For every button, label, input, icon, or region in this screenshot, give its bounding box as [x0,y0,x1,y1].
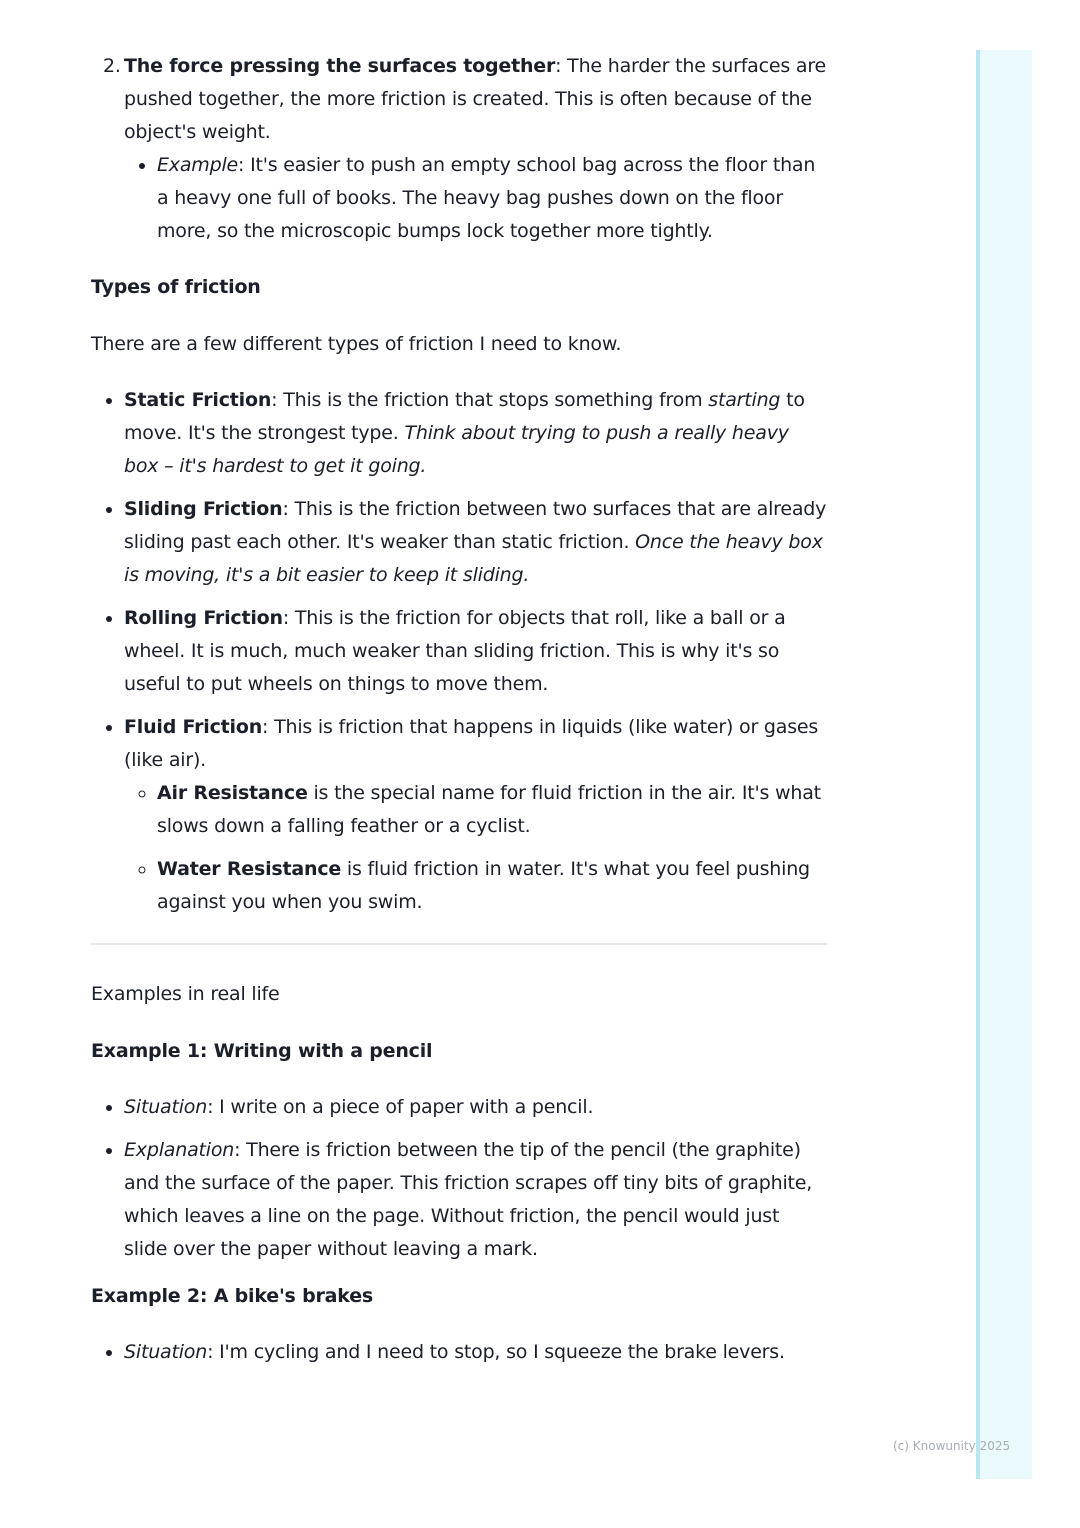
text-run: to move. It's the strongest type. [124,389,805,444]
bullet-list [91,1091,827,1266]
sub-list [124,777,827,919]
text-run: is the special name for fluid friction in the air. It's what slows down a falling feather or a cyclist. [157,782,821,837]
bullet-item [124,493,827,592]
text-run: : This is friction that happens in liquids (like water) or gases (like air). [124,716,819,771]
italic-text: Explanation [124,1139,235,1161]
text-run: : I write on a piece of paper with a pencil. [207,1096,594,1118]
text-run: : It's easier to push an empty school bag across the floor than a heavy one full of books. The heavy bag pushes down on the floor more, so the microscopic bumps lock together more tightly. [157,154,816,242]
section-heading: Types of friction [91,276,261,298]
italic-text: Example [157,154,239,176]
bullet-item [124,384,827,483]
bold-term: Rolling Friction [124,607,283,629]
bold-term: Static Friction [124,389,272,411]
paragraph: Examples in real life [91,983,280,1005]
text-run: is fluid friction in water. It's what you feel pushing against you when you swim. [157,858,810,913]
text-run: : This is the friction between two surfaces that are already sliding past each other. It's weaker than static friction. [124,498,827,553]
divider [91,943,827,945]
italic-text: Think about trying to push a really heavy box – it's hardest to get it going. [124,422,789,477]
numbered-item [91,50,827,248]
bullet-item [124,1336,827,1369]
italic-text: Situation [124,1341,208,1363]
bullet-item [124,1134,827,1266]
sub-list-item [157,853,827,919]
text-run: : There is friction between the tip of the pencil (the graphite) and the surface of the paper. This friction scrapes off tiny bits of graphite, which leaves a line on the page. Without friction, the pencil would just slide over the paper without leaving a mark. [124,1139,813,1260]
italic-text: Once the heavy box is moving, it's a bit easier to keep it sliding. [124,531,823,586]
page-side-strip [976,50,1032,1479]
sub-list-item [157,149,827,248]
bold-term: Sliding Friction [124,498,283,520]
sub-list-item [157,777,827,843]
bold-term: The force pressing the surfaces together [124,55,556,77]
bullet-item [124,602,827,701]
text-run: : This is the friction for objects that roll, like a ball or a wheel. It is much, much weaker than sliding friction. This is why it's so useful to put wheels on things to move them. [124,607,786,695]
text-run: : This is the friction that stops something from [271,389,709,411]
copyright-footer: (c) Knowunity 2025 [893,1439,1011,1453]
sub-list [124,149,827,248]
item-number: 2. [103,55,121,77]
paragraph: There are a few different types of friction I need to know. [91,333,622,355]
bold-term: Fluid Friction [124,716,263,738]
bullet-list [91,384,827,919]
section-heading: Example 1: Writing with a pencil [91,1040,433,1062]
numbered-item-body [124,50,827,149]
section-heading: Example 2: A bike's brakes [91,1285,373,1307]
bold-term: Air Resistance [157,782,308,804]
bold-term: Water Resistance [157,858,342,880]
italic-text: Situation [124,1096,208,1118]
bullet-item [124,1091,827,1124]
italic-text: starting [708,389,781,411]
bullet-list [91,1336,827,1369]
text-run: : The harder the surfaces are pushed together, the more friction is created. This is often because of the object's weight. [124,55,827,143]
bullet-item [124,711,827,919]
document-content [91,50,827,1379]
text-run: : I'm cycling and I need to stop, so I squeeze the brake levers. [207,1341,785,1363]
